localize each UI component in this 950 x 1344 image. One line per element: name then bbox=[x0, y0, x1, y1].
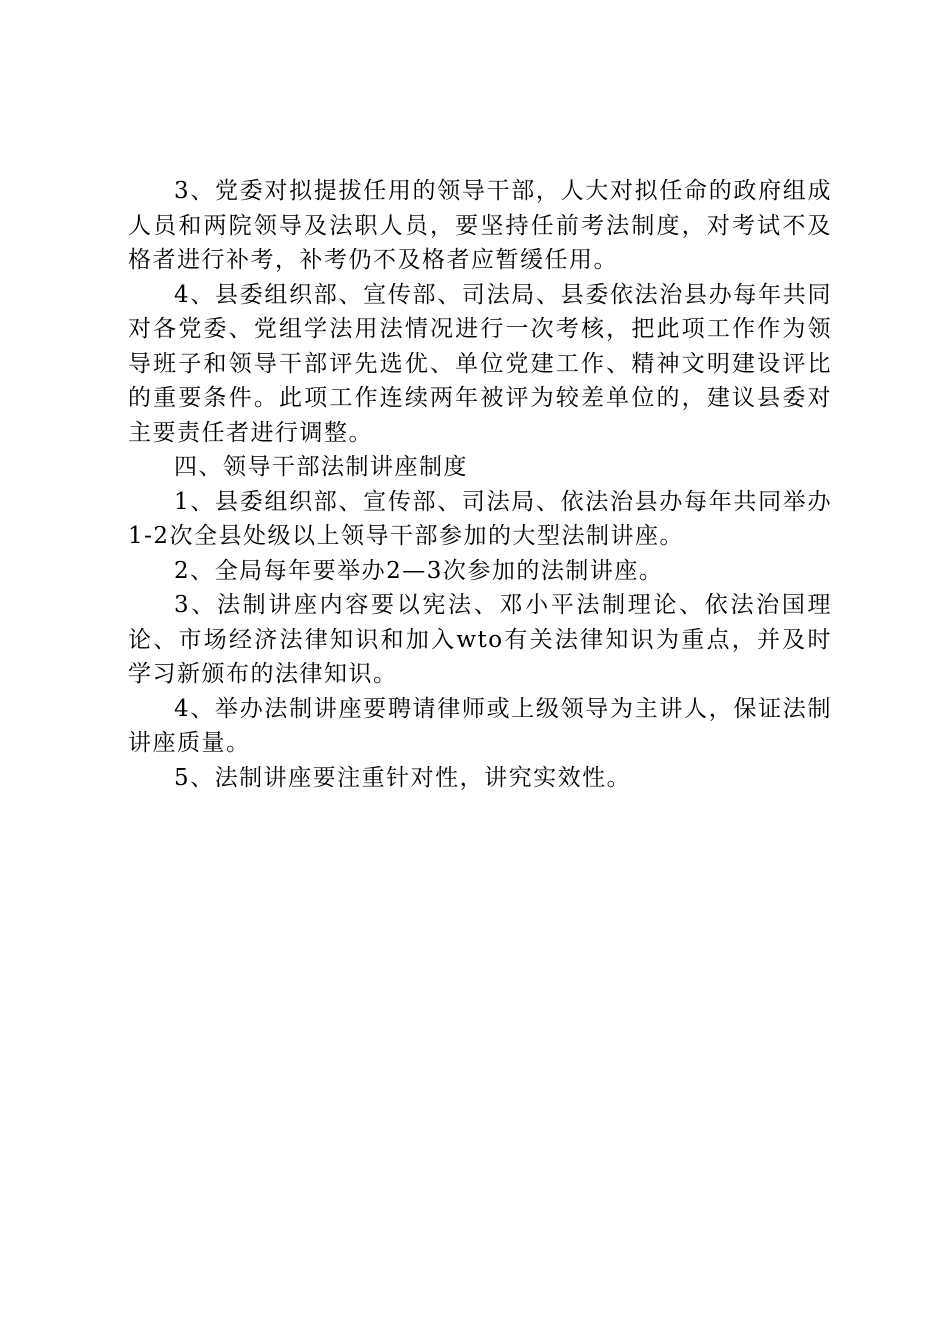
paragraph-exam-before-appointment: 3、党委对拟提拔任用的领导干部，人大对拟任命的政府组成人员和两院领导及法职人员，要坚持任前考法制度，对考试不及格者进行补考，补考仍不及格者应暂缓任用。 bbox=[128, 178, 832, 273]
section-heading-legal-lecture-system: 四、领导干部法制讲座制度 bbox=[174, 454, 468, 480]
document-body bbox=[128, 174, 832, 795]
paragraph-lecture-content: 3、法制讲座内容要以宪法、邓小平法制理论、依法治国理论、市场经济法律知识和加入wto有关法律知识为重点，并及时学习新颁布的法律知识。 bbox=[128, 592, 832, 687]
paragraph-annual-assessment: 4、县委组织部、宣传部、司法局、县委依法治县办每年共同对各党委、党组学法用法情况进行一次考核，把此项工作作为领导班子和领导干部评先选优、单位党建工作、精神文明建设评比的重要条件。此项工作连续两年被评为较差单位的，建议县委对主要责任者进行调整。 bbox=[128, 281, 832, 446]
paragraph-bureau-lectures: 2、全局每年要举办2—3次参加的法制讲座。 bbox=[174, 557, 664, 584]
paragraph-large-lecture: 1、县委组织部、宣传部、司法局、依法治县办每年共同举办1-2次全县处级以上领导干部参加的大型法制讲座。 bbox=[128, 488, 832, 549]
paragraph-lecture-speakers: 4、举办法制讲座要聘请律师或上级领导为主讲人，保证法制讲座质量。 bbox=[128, 695, 832, 756]
paragraph-lecture-effectiveness: 5、法制讲座要注重针对性，讲究实效性。 bbox=[174, 764, 632, 791]
